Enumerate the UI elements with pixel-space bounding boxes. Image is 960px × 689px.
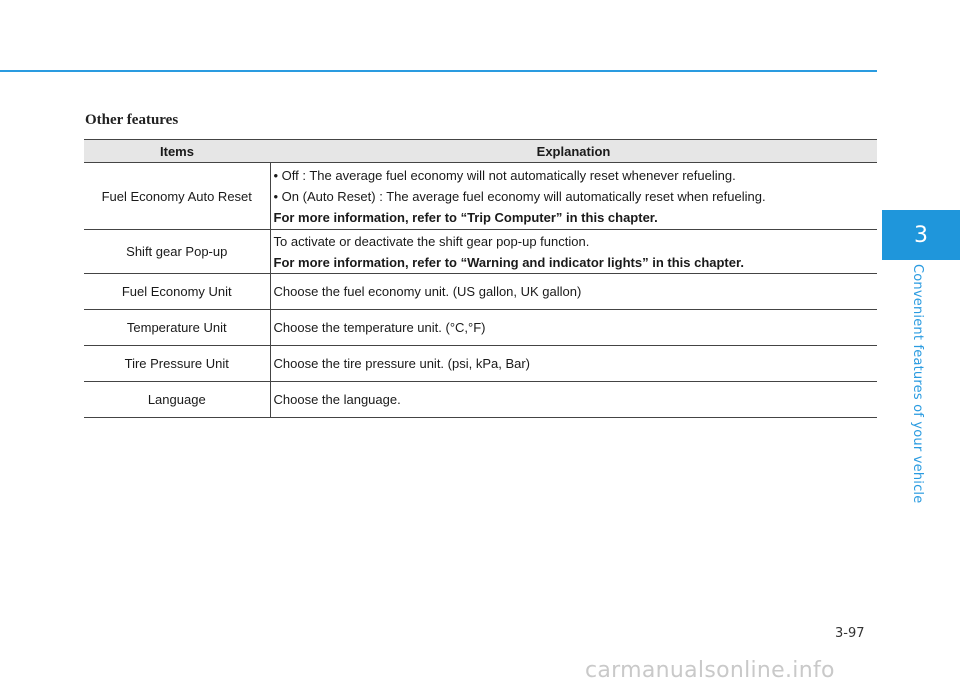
table-row xyxy=(84,274,877,310)
item-cell: Tire Pressure Unit xyxy=(84,346,270,382)
header-items: Items xyxy=(84,140,270,163)
table-row xyxy=(84,230,877,274)
features-table xyxy=(84,139,877,418)
explanation-line: • On (Auto Reset) : The average fuel economy will automatically reset when refueling. xyxy=(273,188,766,204)
explanation-line: To activate or deactivate the shift gear pop-up function. xyxy=(273,233,590,249)
page-number: 3-97 xyxy=(835,626,865,641)
top-rule xyxy=(0,70,877,72)
table-header-row xyxy=(84,140,877,163)
explanation-cell xyxy=(270,274,877,310)
table-row xyxy=(84,310,877,346)
explanation-line: Choose the temperature unit. (°C,°F) xyxy=(273,320,486,335)
item-cell: Fuel Economy Unit xyxy=(84,274,270,310)
reference-note: For more information, refer to “Warning and indicator lights” in this chapter. xyxy=(273,254,744,270)
explanation-cell xyxy=(270,346,877,382)
chapter-label: Convenient features of your vehicle xyxy=(910,264,925,504)
item-cell: Language xyxy=(84,382,270,418)
item-cell: Temperature Unit xyxy=(84,310,270,346)
watermark: carmanualsonline.info xyxy=(585,658,835,683)
header-explanation: Explanation xyxy=(270,140,877,163)
explanation-line: Choose the language. xyxy=(273,392,401,407)
table-row xyxy=(84,346,877,382)
explanation-cell xyxy=(270,163,877,230)
chapter-tab xyxy=(882,210,960,260)
table-row xyxy=(84,382,877,418)
item-cell: Fuel Economy Auto Reset xyxy=(84,163,270,230)
explanation-cell xyxy=(270,230,877,274)
explanation-line: • Off : The average fuel economy will not automatically reset whenever refueling. xyxy=(273,167,736,183)
reference-note: For more information, refer to “Trip Computer” in this chapter. xyxy=(273,209,658,225)
item-cell: Shift gear Pop-up xyxy=(84,230,270,274)
explanation-line: Choose the fuel economy unit. (US gallon, UK gallon) xyxy=(273,284,582,299)
chapter-number: 3 xyxy=(914,222,928,248)
explanation-line: Choose the tire pressure unit. (psi, kPa, Bar) xyxy=(273,356,531,371)
explanation-cell xyxy=(270,310,877,346)
section-title: Other features xyxy=(85,112,179,128)
explanation-cell xyxy=(270,382,877,418)
table-row xyxy=(84,163,877,230)
